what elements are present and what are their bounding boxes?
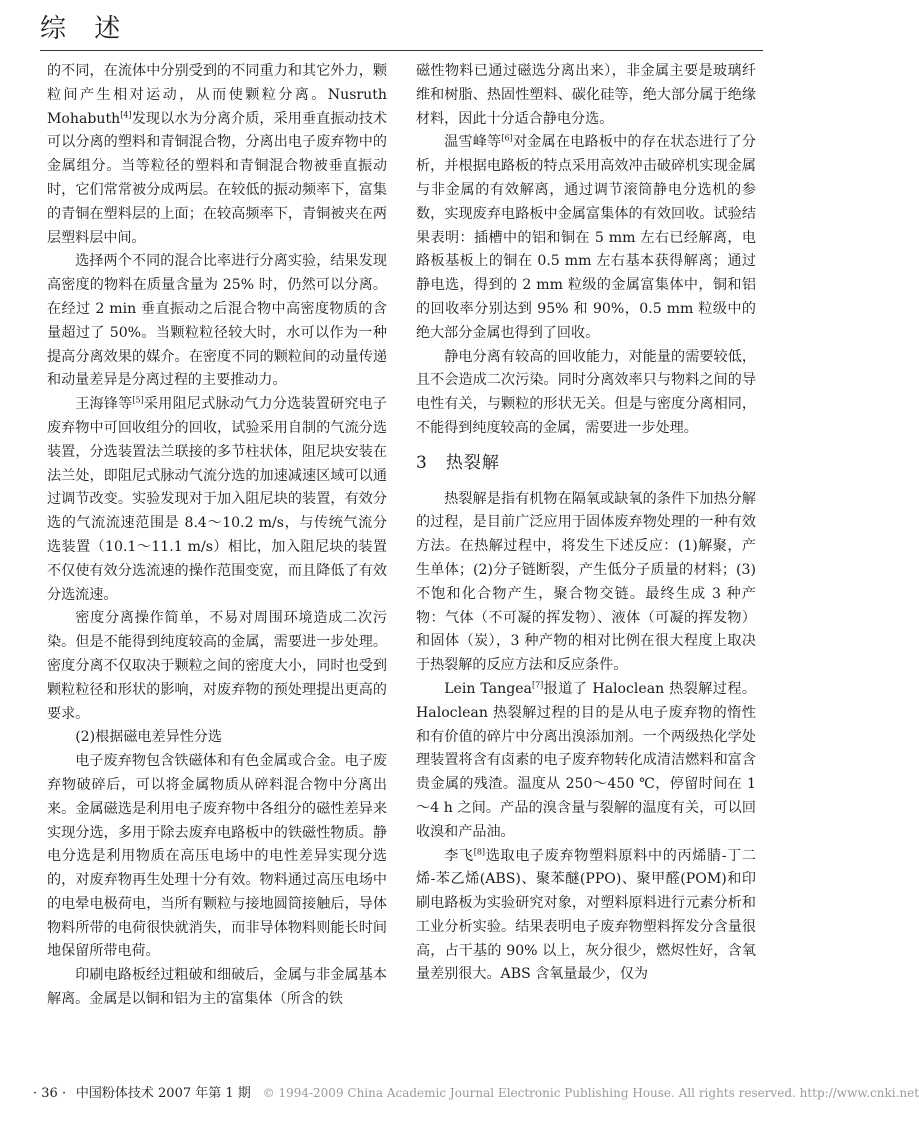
citation-ref: [5] [132, 395, 144, 405]
copyright-notice: © 1994-2009 China Academic Journal Electronic Publishing House. All rights reserved. http://www.cnki.net [262, 1086, 919, 1100]
paragraph-text: 李飞 [444, 847, 474, 864]
paragraph: 密度分离操作简单，不易对周围环境造成二次污染。但是不能得到纯度较高的金属，需要进一步处理。密度分离不仅取决于颗粒之间的密度大小，同时也受到颗粒粒径和形状的影响，对废弃物的预处理提出更高的要求。 [47, 610, 387, 722]
header-divider [40, 50, 763, 51]
paragraph-text: Lein Tangea [444, 680, 532, 697]
section-heading [416, 452, 756, 476]
citation-ref: [8] [473, 846, 486, 856]
paragraph: 选择两个不同的混合比率进行分离实验，结果发现高密度的物料在质量含量为 25% 时，仍然可以分离。在经过 2 min 垂直振动之后混合物中高密度物质的含量超过了 50%。当颗粒粒径较大时，水可以作为一种提高分离效果的媒介。在密度不同的颗粒间的动量传递和动量差异是分离过程的主要推动力。 [47, 253, 387, 389]
paragraph [47, 393, 387, 607]
paragraph: 印刷电路板经过粗破和细破后，金属与非金属基本解离。金属是以铜和铝为主的富集体（所含的铁 [47, 967, 387, 1008]
paragraph: 电子废弃物包含铁磁体和有色金属或合金。电子废弃物破碎后，可以将金属物质从碎料混合物中分离出来。金属磁选是利用电子废弃物中各组分的磁性差异来实现分选，多用于除去废弃电路板中的铁磁性物质。静电分选是利用物质在高压电场中的电性差异实现分选的，对废弃物再生处理十分有效。物料通过高压电场中的电晕电极荷电，当所有颗粒与接地圆筒接触后，导体物料所带的电荷很快就消失，而非导体物料则能长时间地保留所带电荷。 [47, 753, 387, 960]
right-column [416, 60, 756, 987]
subheading: (2)根据磁电差异性分选 [75, 729, 222, 746]
paragraph-text: 采用阻尼式脉动气力分选装置研究电子废弃物中可回收组分的回收，试验采用自制的气流分选装置，分选装置法兰联接的多节柱状体，阻尼块安装在法兰处，即阻尼式脉动气流分选的加速减速区域可以通过调节改变。实验发现对于加入阻尼块的装置，有效分选的气流流速范围是 8.4～10.2 m/s，与传统气流分选装置（10.1～11.1 m/s）相比，加入阻尼块的装置不仅使有效分选流速的操作范围变宽，而且降低了有效分选流速。 [47, 396, 388, 603]
journal-issue: 中国粉体技术 2007 年第 1 期 [75, 1086, 251, 1101]
paragraph-text: 发现以水为分离介质，采用垂直振动技术可以分离的塑料和青铜混合物，分离出电子废弃物中的金属组分。当等粒径的塑料和青铜混合物被垂直振动时，它们常常被分成两层。在较低的振动频率下，富集的青铜在塑料层的上面；在较高频率下，青铜被夹在两层塑料层中间。 [47, 110, 387, 246]
page-number: · 36 · [33, 1086, 67, 1101]
section-number: 3 [416, 452, 428, 473]
paragraph-text: 王海锋等 [75, 396, 133, 413]
paragraph [47, 60, 387, 250]
paragraph: 热裂解是指有机物在隔氧或缺氧的条件下加热分解的过程，是目前广泛应用于固体废弃物处理的一种有效方法。在热解过程中，将发生下述反应：(1)解聚，产生单体；(2)分子链断裂，产生低分子质量的材料；(3)不饱和化合物产生，聚合物交链。最终生成 3 种产物：气体（不可凝的挥发物）、液体（可凝的挥发物）和固体（炭），3 种产物的相对比例在很大程度上取决于热裂解的反应方法和反应条件。 [416, 490, 756, 674]
citation-ref: [4] [120, 109, 132, 119]
paragraph-text: 选取电子废弃物塑料原料中的丙烯腈-丁二烯-苯乙烯(ABS)、聚苯醚(PPO)、聚甲醛(POM)和印刷电路板为实验研究对象，对塑料原料进行元素分析和工业分析实验。结果表明电子废弃物塑料挥发分含量很高，占干基的 90% 以上，灰分很少，燃烬性好，含氧量差别很大。ABS 含氧量最少，仅为 [416, 847, 757, 983]
paragraph-text: 报道了 Haloclean 热裂解过程。Haloclean 热裂解过程的目的是从电子废弃物的惰性和有价值的碎片中分离出溴添加剂。一个两级热化学处理装置将含有卤素的电子废弃物转化成清洁燃料和富含贵金属的残渣。温度从 250～450 ℃，停留时间在 1～4 h 之间。产品的溴含量与裂解的温度有关，可以回收溴和产品油。 [416, 680, 756, 840]
paragraph-text: 温雪峰等 [444, 134, 502, 151]
citation-ref: [7] [531, 680, 544, 690]
left-column [47, 60, 387, 1012]
running-header-title: 综 述 [40, 14, 131, 44]
paragraph-text: 的不同，在流体中分别受到的不同重力和其它外力，颗粒间产生相对运动，从而使颗粒分离。Nusruth Mohabuth [47, 63, 387, 127]
citation-ref: [6] [501, 133, 513, 143]
paragraph: 磁性物料已通过磁选分离出来），非金属主要是玻璃纤维和树脂、热固性塑料、碳化硅等，绝大部分属于绝缘材料，因此十分适合静电分选。 [416, 63, 756, 127]
paragraph: 静电分离有较高的回收能力，对能量的需要较低，且不会造成二次污染。同时分离效率只与物料之间的导电性有关，与颗粒的形状无关。但是与密度分离相同，不能得到纯度较高的金属，需要进一步处理。 [416, 348, 756, 436]
paragraph [416, 131, 756, 345]
paragraph [416, 678, 756, 845]
paragraph [416, 845, 756, 988]
section-title: 热裂解 [445, 452, 500, 473]
page-footer [33, 1082, 919, 1101]
paragraph-text: 对金属在电路板中的存在状态进行了分析，并根据电路板的特点采用高效冲击破碎机实现金属与非金属的有效解离，通过调节滚筒静电分选机的参数，实现废弃电路板中金属富集体的有效回收。试验结果表明：插槽中的铝和铜在 5 mm 左右已经解离，电路板基板上的铜在 0.5 mm 左右基本获得解离；通过静电选，得到的 2 mm 粒级的金属富集体中，铜和铝的回收率分别达到 95% 和 90%，0.5 mm 粒级中的绝大部分金属也得到了回收。 [416, 134, 757, 341]
